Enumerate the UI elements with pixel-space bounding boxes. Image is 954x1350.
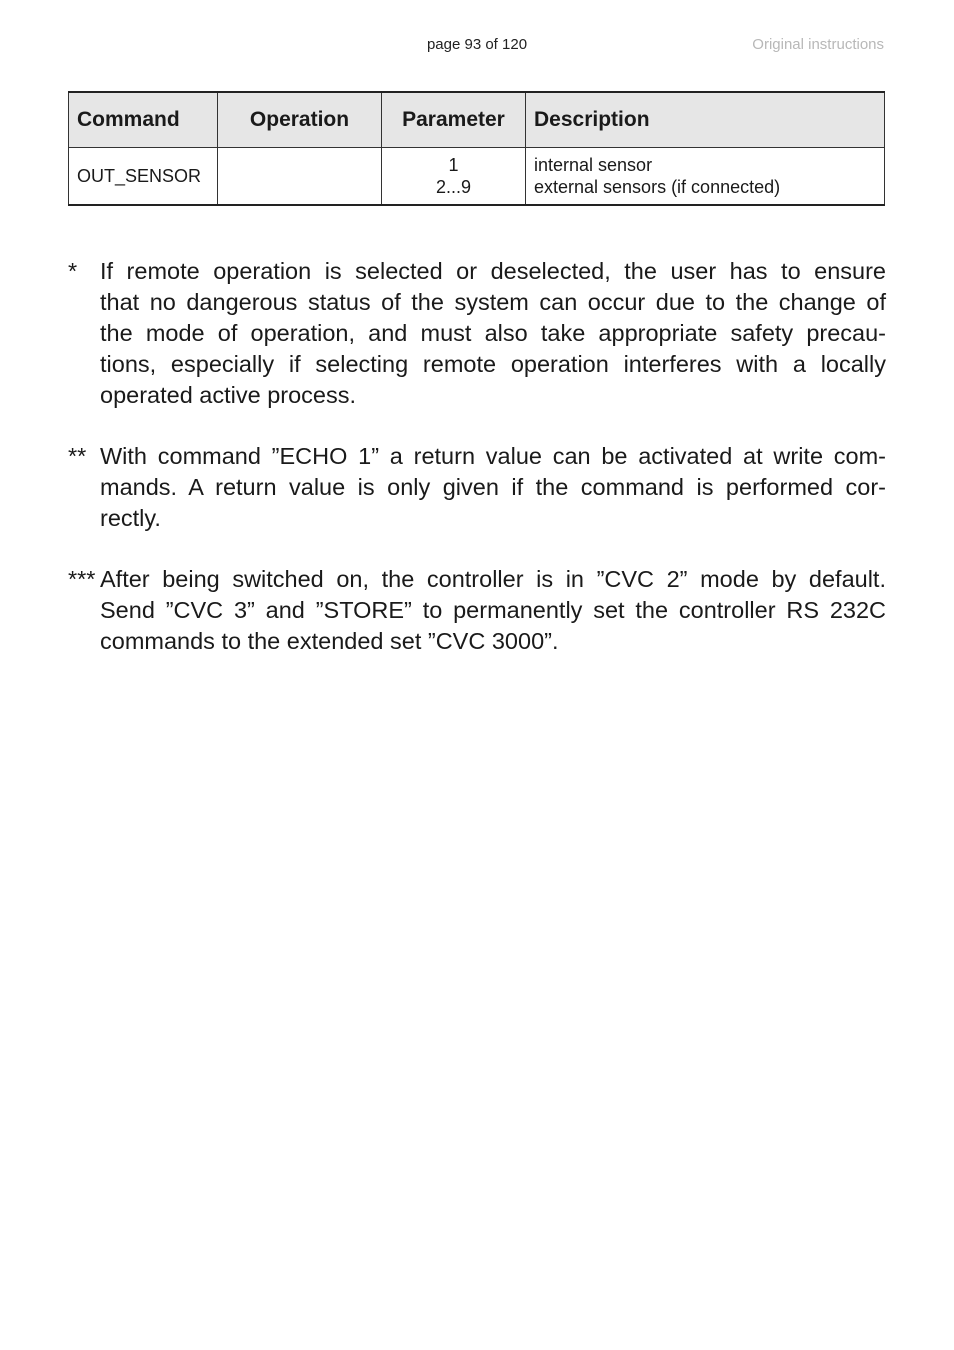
description-line: external sensors (if connected) [534, 177, 781, 197]
footnote-line: mands. A return value is only given if the command is performed cor- [100, 474, 886, 500]
footnote-line: operated active process. [100, 382, 357, 408]
description-line: internal sensor [534, 155, 653, 175]
table-row [69, 148, 885, 206]
footnote-line: the mode of operation, and must also take appropriate safety precau- [100, 320, 886, 346]
column-header-command: Command [69, 92, 218, 148]
footnote-line: tions, especially if selecting remote operation interferes with a locally [100, 351, 886, 377]
column-header-operation: Operation [218, 92, 382, 148]
column-header-parameter: Parameter [382, 92, 526, 148]
cell-parameter [382, 148, 526, 206]
footnote-marker: * [68, 258, 78, 284]
column-header-description: Description [526, 92, 885, 148]
footnote-2 [68, 441, 886, 534]
cell-description [526, 148, 885, 206]
footnote-line: After being switched on, the controller is in ”CVC 2” mode by default. [100, 566, 886, 592]
footnote-marker: *** [68, 566, 96, 592]
footnote-3 [68, 564, 886, 657]
cell-operation [218, 148, 382, 206]
footnote-line: rectly. [100, 505, 161, 531]
footnote-marker: ** [68, 443, 87, 469]
page-number: page 93 of 120 [426, 36, 528, 53]
parameter-value: 1 [448, 155, 459, 175]
parameter-value: 2...9 [435, 177, 472, 197]
table-header-row [69, 92, 885, 148]
footnote-line: that no dangerous status of the system can occur due to the change of [100, 289, 886, 315]
document-note: Original instructions [752, 36, 884, 53]
cell-command: OUT_SENSOR [69, 148, 218, 206]
footnote-line: Send ”CVC 3” and ”STORE” to permanently set the controller RS 232C [100, 597, 886, 623]
footnote-line: With command ”ECHO 1” a return value can be activated at write com- [100, 443, 886, 469]
footnote-1 [68, 256, 886, 411]
command-table [68, 91, 885, 206]
footnotes [68, 256, 886, 687]
footnote-line: If remote operation is selected or deselected, the user has to ensure [100, 258, 886, 284]
footnote-line: commands to the extended set ”CVC 3000”. [100, 628, 559, 654]
